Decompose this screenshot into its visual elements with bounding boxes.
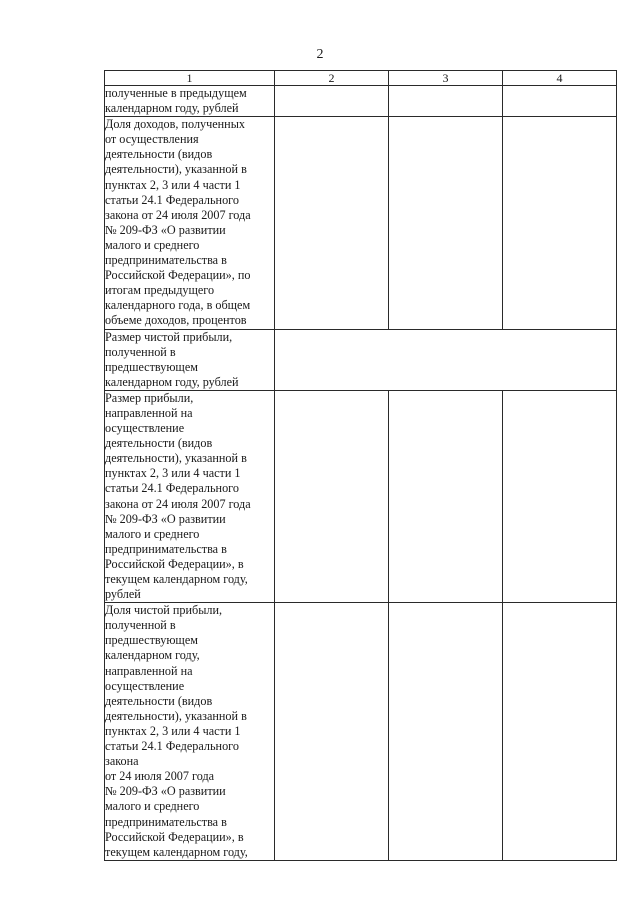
column-header-2: 2	[275, 71, 389, 86]
table-row	[105, 329, 617, 390]
table-cell	[275, 86, 389, 117]
table-cell	[389, 86, 503, 117]
table-header-row	[105, 71, 617, 86]
table-cell	[275, 390, 389, 602]
column-header-3: 3	[389, 71, 503, 86]
table-cell	[503, 390, 617, 602]
column-header-4: 4	[503, 71, 617, 86]
table-row	[105, 603, 617, 861]
table-row	[105, 390, 617, 602]
table-cell	[389, 117, 503, 329]
table-cell	[503, 86, 617, 117]
table-row	[105, 117, 617, 329]
table-cell	[389, 603, 503, 861]
page-number: 2	[316, 47, 324, 62]
row-label: полученные в предыдущем календарном году, рублей	[105, 86, 275, 117]
table-cell	[503, 603, 617, 861]
data-table	[104, 70, 617, 861]
table-cell	[503, 117, 617, 329]
table-row	[105, 86, 617, 117]
row-label: Доля чистой прибыли, полученной в предшествующем календарном году, направленной на осуществление деятельности (видов деятельности), указанной в пунктах 2, 3 или 4 части 1 статьи 24.1 Федерального закона от 24 июля 2007 года № 209-ФЗ «О развитии малого и среднего предпринимательства в Российской Федерации», в текущем календарном году,	[105, 603, 275, 861]
merged-cell	[275, 329, 617, 390]
table-cell	[275, 117, 389, 329]
table-cell	[389, 390, 503, 602]
column-header-1: 1	[105, 71, 275, 86]
row-label: Размер прибыли, направленной на осуществление деятельности (видов деятельности), указанной в пунктах 2, 3 или 4 части 1 статьи 24.1 Федерального закона от 24 июля 2007 года № 209-ФЗ «О развитии малого и среднего предпринимательства в Российской Федерации», в текущем календарном году, рублей	[105, 390, 275, 602]
row-label: Доля доходов, полученных от осуществления деятельности (видов деятельности), указанной в пунктах 2, 3 или 4 части 1 статьи 24.1 Федерального закона от 24 июля 2007 года № 209-ФЗ «О развитии малого и среднего предпринимательства в Российской Федерации», по итогам предыдущего календарного года, в общем объеме доходов, процентов	[105, 117, 275, 329]
row-label: Размер чистой прибыли, полученной в предшествующем календарном году, рублей	[105, 329, 275, 390]
table-cell	[275, 603, 389, 861]
